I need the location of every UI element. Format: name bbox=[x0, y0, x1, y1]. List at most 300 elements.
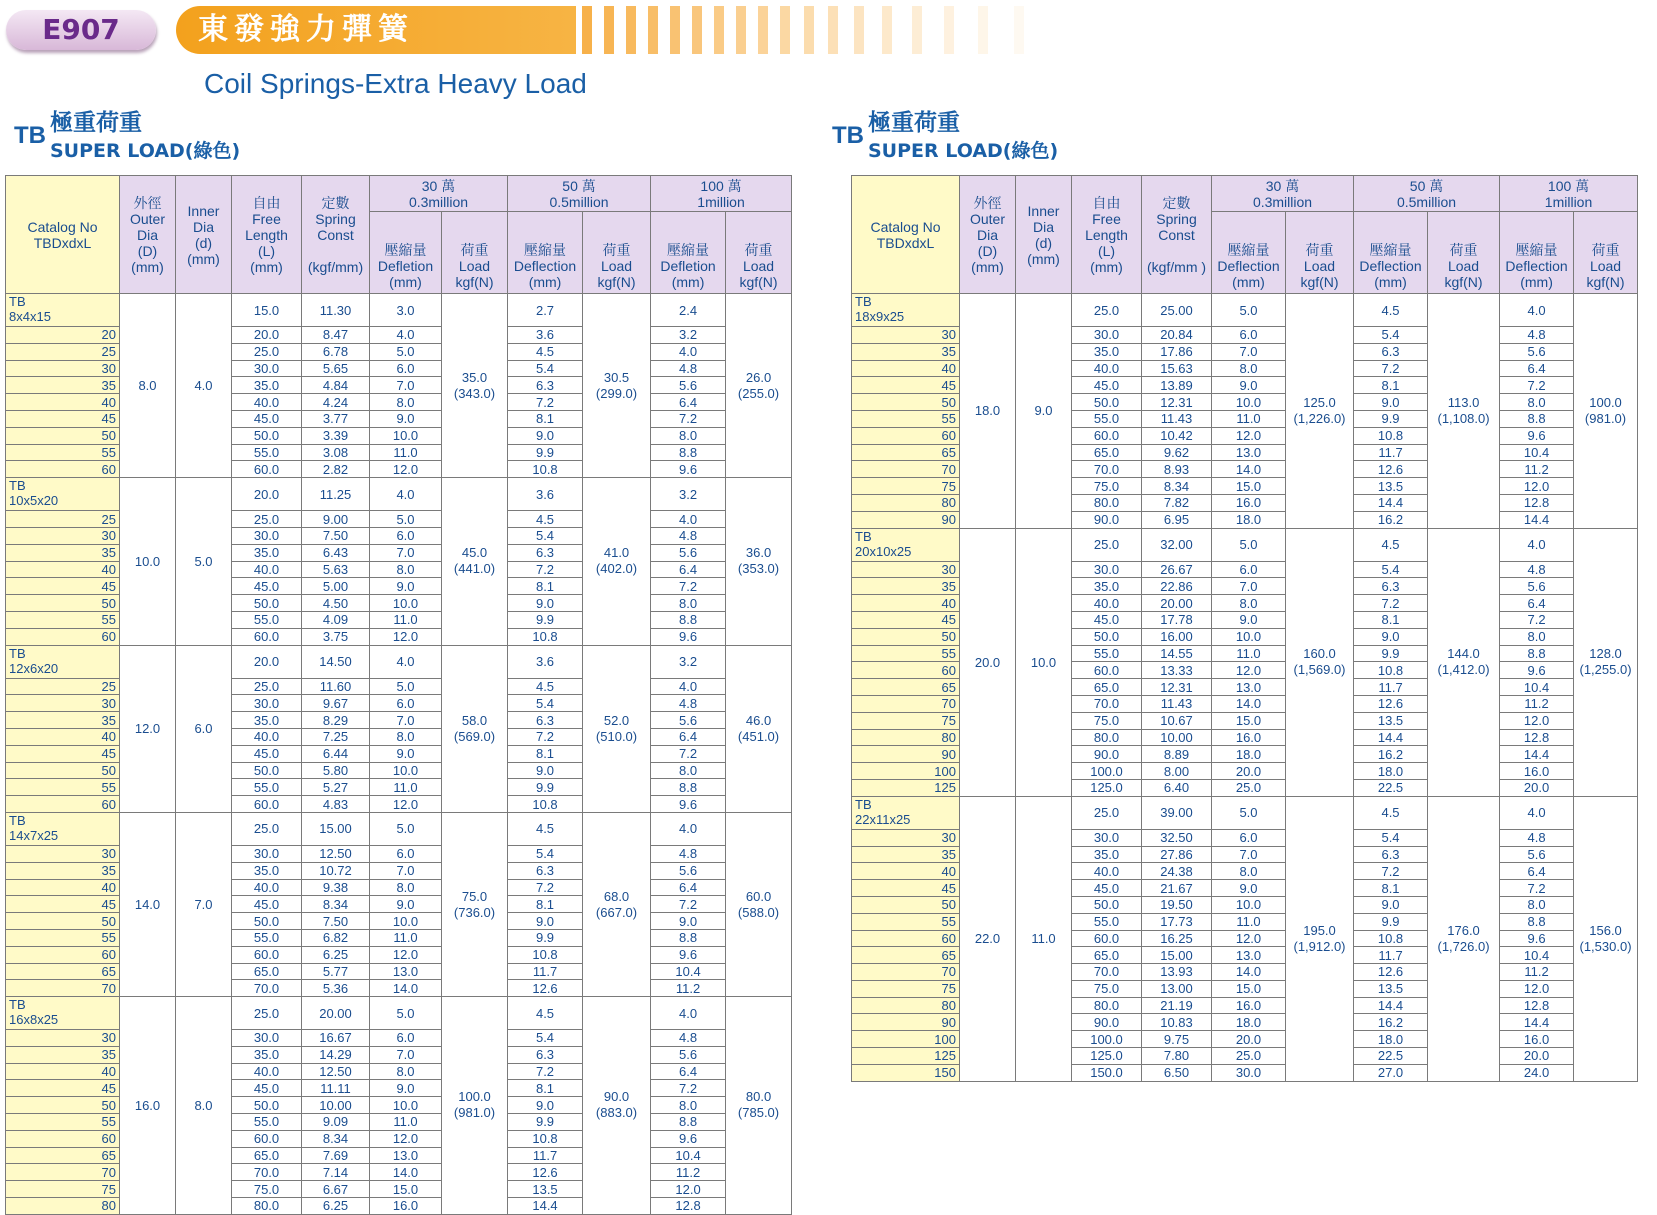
deflection-500k-cell: 14.4 bbox=[1354, 729, 1428, 746]
spring-const-cell: 12.31 bbox=[1142, 679, 1212, 696]
deflection-300k-cell: 8.0 bbox=[370, 394, 442, 411]
deflection-1m-cell: 4.0 bbox=[651, 343, 726, 360]
spring-const-cell: 17.73 bbox=[1142, 913, 1212, 930]
catalog-length-cell: 35 bbox=[852, 343, 960, 360]
spring-const-cell: 10.83 bbox=[1142, 1014, 1212, 1031]
spring-const-cell: 15.63 bbox=[1142, 360, 1212, 377]
free-length-cell: 80.0 bbox=[1072, 494, 1142, 511]
deflection-500k-cell: 12.6 bbox=[1354, 461, 1428, 478]
deflection-1m-cell: 6.4 bbox=[651, 728, 726, 745]
deflection-500k-cell: 8.1 bbox=[1354, 880, 1428, 897]
free-length-cell: 45.0 bbox=[232, 896, 302, 913]
catalog-name-cell bbox=[6, 645, 120, 678]
col-load: 荷重 Load kgf(N) bbox=[442, 212, 508, 294]
spring-const-cell: 7.25 bbox=[302, 728, 370, 745]
free-length-cell: 90.0 bbox=[1072, 511, 1142, 528]
outer-dia-cell: 10.0 bbox=[120, 478, 176, 645]
catalog-length-cell: 90 bbox=[852, 1014, 960, 1031]
deflection-1m-cell: 8.0 bbox=[1500, 394, 1574, 411]
spring-const-cell: 11.43 bbox=[1142, 410, 1212, 427]
deflection-500k-cell: 18.0 bbox=[1354, 1031, 1428, 1048]
spring-const-cell: 4.09 bbox=[302, 611, 370, 628]
deflection-500k-cell: 10.8 bbox=[508, 628, 583, 645]
deflection-500k-cell: 13.5 bbox=[508, 1181, 583, 1198]
deflection-1m-cell: 4.0 bbox=[1500, 294, 1574, 327]
free-length-cell: 45.0 bbox=[232, 578, 302, 595]
banner-stripe bbox=[736, 6, 746, 54]
spring-const-cell: 6.43 bbox=[302, 544, 370, 561]
deflection-1m-cell: 9.6 bbox=[651, 461, 726, 478]
banner-stripe bbox=[604, 6, 614, 54]
deflection-1m-cell: 5.6 bbox=[651, 712, 726, 729]
deflection-1m-cell: 12.0 bbox=[1500, 980, 1574, 997]
deflection-1m-cell: 12.8 bbox=[1500, 494, 1574, 511]
deflection-500k-cell: 22.5 bbox=[1354, 1048, 1428, 1065]
deflection-300k-cell: 10.0 bbox=[370, 427, 442, 444]
spring-const-cell: 8.34 bbox=[302, 1130, 370, 1147]
deflection-500k-cell: 3.6 bbox=[508, 327, 583, 344]
spring-const-cell: 4.83 bbox=[302, 796, 370, 813]
load-1m-cell: 26.0 (255.0) bbox=[726, 294, 792, 478]
catalog-length-cell: 50 bbox=[6, 1097, 120, 1114]
deflection-500k-cell: 9.9 bbox=[508, 779, 583, 796]
deflection-1m-cell: 9.6 bbox=[651, 796, 726, 813]
catalog-size: 16x8x25 bbox=[9, 1012, 59, 1028]
table-row bbox=[6, 478, 792, 511]
spring-const-cell: 12.31 bbox=[1142, 394, 1212, 411]
deflection-500k-cell: 10.8 bbox=[508, 946, 583, 963]
spring-const-cell: 9.62 bbox=[1142, 444, 1212, 461]
deflection-500k-cell: 14.4 bbox=[508, 1198, 583, 1215]
spring-const-cell: 8.93 bbox=[1142, 461, 1212, 478]
catalog-name-cell bbox=[6, 478, 120, 511]
free-length-cell: 90.0 bbox=[1072, 746, 1142, 763]
spring-const-cell: 7.50 bbox=[302, 913, 370, 930]
spring-const-cell: 11.30 bbox=[302, 294, 370, 327]
free-length-cell: 65.0 bbox=[232, 1147, 302, 1164]
deflection-1m-cell: 3.2 bbox=[651, 327, 726, 344]
inner-dia-cell: 9.0 bbox=[1016, 294, 1072, 529]
catalog-length-cell: 60 bbox=[6, 946, 120, 963]
deflection-500k-cell: 8.1 bbox=[508, 578, 583, 595]
deflection-1m-cell: 8.8 bbox=[1500, 913, 1574, 930]
catalog-name-cell bbox=[6, 997, 120, 1030]
free-length-cell: 25.0 bbox=[232, 997, 302, 1030]
catalog-length-cell: 40 bbox=[6, 1063, 120, 1080]
banner-stripe bbox=[804, 6, 814, 54]
load-300k-cell: 35.0 (343.0) bbox=[442, 294, 508, 478]
deflection-1m-cell: 5.6 bbox=[1500, 846, 1574, 863]
catalog-name-cell bbox=[852, 796, 960, 829]
spring-const-cell: 32.00 bbox=[1142, 528, 1212, 561]
deflection-300k-cell: 7.0 bbox=[370, 544, 442, 561]
catalog-prefix: TB bbox=[9, 478, 26, 494]
free-length-cell: 65.0 bbox=[1072, 679, 1142, 696]
spring-const-cell: 4.50 bbox=[302, 595, 370, 612]
deflection-500k-cell: 10.8 bbox=[1354, 427, 1428, 444]
col-catalog: Catalog No TBDxdxL bbox=[6, 176, 120, 294]
deflection-500k-cell: 9.9 bbox=[1354, 410, 1428, 427]
group-500k: 50 萬 0.5million bbox=[1354, 176, 1500, 212]
free-length-cell: 40.0 bbox=[232, 561, 302, 578]
spring-const-cell: 7.50 bbox=[302, 527, 370, 544]
load-1m-cell: 100.0 (981.0) bbox=[1574, 294, 1638, 529]
deflection-300k-cell: 7.0 bbox=[1212, 343, 1286, 360]
banner-stripe bbox=[758, 6, 768, 54]
catalog-prefix: TB bbox=[9, 997, 26, 1013]
deflection-300k-cell: 15.0 bbox=[370, 1181, 442, 1198]
deflection-1m-cell: 9.6 bbox=[651, 946, 726, 963]
free-length-cell: 25.0 bbox=[232, 678, 302, 695]
catalog-size: 18x9x25 bbox=[855, 309, 905, 324]
catalog-length-cell: 90 bbox=[852, 746, 960, 763]
deflection-300k-cell: 11.0 bbox=[370, 444, 442, 461]
deflection-300k-cell: 13.0 bbox=[370, 1147, 442, 1164]
free-length-cell: 30.0 bbox=[232, 695, 302, 712]
spring-const-cell: 6.44 bbox=[302, 745, 370, 762]
deflection-500k-cell: 6.3 bbox=[508, 712, 583, 729]
deflection-1m-cell: 4.8 bbox=[651, 695, 726, 712]
deflection-1m-cell: 8.8 bbox=[651, 1114, 726, 1131]
deflection-1m-cell: 6.4 bbox=[1500, 595, 1574, 612]
catalog-length-cell: 55 bbox=[852, 410, 960, 427]
spring-const-cell: 6.95 bbox=[1142, 511, 1212, 528]
catalog-length-cell: 100 bbox=[852, 763, 960, 780]
free-length-cell: 45.0 bbox=[1072, 377, 1142, 394]
spring-const-cell: 2.82 bbox=[302, 461, 370, 478]
free-length-cell: 15.0 bbox=[232, 294, 302, 327]
deflection-500k-cell: 9.0 bbox=[1354, 896, 1428, 913]
deflection-300k-cell: 7.0 bbox=[1212, 578, 1286, 595]
spring-const-cell: 4.24 bbox=[302, 394, 370, 411]
deflection-1m-cell: 7.2 bbox=[651, 410, 726, 427]
catalog-length-cell: 30 bbox=[6, 1030, 120, 1047]
deflection-500k-cell: 9.0 bbox=[508, 595, 583, 612]
catalog-length-cell: 25 bbox=[6, 511, 120, 528]
col-deflection: 壓縮量 Deflection (mm) bbox=[1500, 212, 1574, 294]
deflection-300k-cell: 9.0 bbox=[370, 745, 442, 762]
deflection-500k-cell: 6.3 bbox=[508, 544, 583, 561]
load-500k-cell: 113.0 (1,108.0) bbox=[1428, 294, 1500, 529]
deflection-1m-cell: 12.0 bbox=[1500, 478, 1574, 495]
deflection-300k-cell: 15.0 bbox=[1212, 478, 1286, 495]
banner-stripe bbox=[692, 6, 702, 54]
deflection-300k-cell: 8.0 bbox=[1212, 360, 1286, 377]
spring-const-cell: 15.00 bbox=[1142, 947, 1212, 964]
deflection-300k-cell: 18.0 bbox=[1212, 1014, 1286, 1031]
section-title-zh: 極重荷重 bbox=[868, 110, 960, 136]
deflection-300k-cell: 9.0 bbox=[370, 578, 442, 595]
deflection-300k-cell: 20.0 bbox=[1212, 1031, 1286, 1048]
banner-stripe bbox=[582, 6, 592, 54]
free-length-cell: 25.0 bbox=[1072, 294, 1142, 327]
catalog-size: 8x4x15 bbox=[9, 309, 51, 324]
catalog-length-cell: 70 bbox=[6, 980, 120, 997]
deflection-1m-cell: 8.0 bbox=[651, 762, 726, 779]
deflection-300k-cell: 9.0 bbox=[370, 1080, 442, 1097]
deflection-300k-cell: 12.0 bbox=[370, 628, 442, 645]
free-length-cell: 60.0 bbox=[232, 946, 302, 963]
spring-const-cell: 7.69 bbox=[302, 1147, 370, 1164]
deflection-300k-cell: 14.0 bbox=[1212, 964, 1286, 981]
free-length-cell: 55.0 bbox=[1072, 410, 1142, 427]
deflection-1m-cell: 12.0 bbox=[651, 1181, 726, 1198]
spring-const-cell: 12.50 bbox=[302, 1063, 370, 1080]
free-length-cell: 75.0 bbox=[1072, 478, 1142, 495]
deflection-500k-cell: 7.2 bbox=[1354, 360, 1428, 377]
deflection-300k-cell: 4.0 bbox=[370, 645, 442, 678]
catalog-length-cell: 45 bbox=[6, 896, 120, 913]
inner-dia-cell: 5.0 bbox=[176, 478, 232, 645]
deflection-500k-cell: 10.8 bbox=[1354, 930, 1428, 947]
free-length-cell: 30.0 bbox=[1072, 829, 1142, 846]
free-length-cell: 60.0 bbox=[1072, 662, 1142, 679]
deflection-300k-cell: 7.0 bbox=[370, 712, 442, 729]
spring-const-cell: 5.80 bbox=[302, 762, 370, 779]
spring-const-cell: 6.40 bbox=[1142, 779, 1212, 796]
load-500k-cell: 90.0 (883.0) bbox=[583, 997, 651, 1215]
spring-const-cell: 8.34 bbox=[1142, 478, 1212, 495]
catalog-length-cell: 30 bbox=[852, 327, 960, 344]
spring-const-cell: 11.43 bbox=[1142, 695, 1212, 712]
deflection-300k-cell: 8.0 bbox=[370, 879, 442, 896]
spring-const-cell: 7.14 bbox=[302, 1164, 370, 1181]
inner-dia-cell: 11.0 bbox=[1016, 796, 1072, 1081]
catalog-length-cell: 125 bbox=[852, 779, 960, 796]
catalog-length-cell: 50 bbox=[852, 394, 960, 411]
catalog-size: 14x7x25 bbox=[9, 827, 59, 843]
deflection-300k-cell: 6.0 bbox=[370, 845, 442, 862]
deflection-300k-cell: 10.0 bbox=[370, 595, 442, 612]
spring-const-cell: 16.25 bbox=[1142, 930, 1212, 947]
load-300k-cell: 195.0 (1,912.0) bbox=[1286, 796, 1354, 1081]
free-length-cell: 100.0 bbox=[1072, 763, 1142, 780]
free-length-cell: 60.0 bbox=[1072, 427, 1142, 444]
deflection-300k-cell: 5.0 bbox=[1212, 796, 1286, 829]
free-length-cell: 80.0 bbox=[1072, 729, 1142, 746]
catalog-length-cell: 125 bbox=[852, 1048, 960, 1065]
spring-const-cell: 8.00 bbox=[1142, 763, 1212, 780]
catalog-length-cell: 60 bbox=[6, 628, 120, 645]
free-length-cell: 75.0 bbox=[1072, 712, 1142, 729]
inner-dia-cell: 6.0 bbox=[176, 645, 232, 812]
catalog-length-cell: 75 bbox=[852, 712, 960, 729]
deflection-1m-cell: 16.0 bbox=[1500, 763, 1574, 780]
catalog-length-cell: 150 bbox=[852, 1064, 960, 1081]
deflection-500k-cell: 13.5 bbox=[1354, 712, 1428, 729]
deflection-1m-cell: 6.4 bbox=[1500, 360, 1574, 377]
deflection-300k-cell: 25.0 bbox=[1212, 1048, 1286, 1065]
deflection-1m-cell: 11.2 bbox=[1500, 461, 1574, 478]
catalog-length-cell: 55 bbox=[6, 444, 120, 461]
deflection-300k-cell: 5.0 bbox=[370, 511, 442, 528]
catalog-length-cell: 65 bbox=[6, 1147, 120, 1164]
spring-const-cell: 6.67 bbox=[302, 1181, 370, 1198]
free-length-cell: 70.0 bbox=[1072, 964, 1142, 981]
catalog-length-cell: 30 bbox=[6, 845, 120, 862]
deflection-1m-cell: 11.2 bbox=[1500, 695, 1574, 712]
free-length-cell: 40.0 bbox=[232, 879, 302, 896]
deflection-500k-cell: 8.1 bbox=[508, 410, 583, 427]
free-length-cell: 70.0 bbox=[1072, 461, 1142, 478]
free-length-cell: 30.0 bbox=[1072, 561, 1142, 578]
deflection-1m-cell: 8.0 bbox=[651, 1097, 726, 1114]
spring-const-cell: 12.50 bbox=[302, 845, 370, 862]
deflection-1m-cell: 4.0 bbox=[1500, 796, 1574, 829]
catalog-length-cell: 40 bbox=[6, 879, 120, 896]
deflection-500k-cell: 9.0 bbox=[508, 762, 583, 779]
load-500k-cell: 41.0 (402.0) bbox=[583, 478, 651, 645]
catalog-size: 20x10x25 bbox=[855, 543, 912, 559]
free-length-cell: 20.0 bbox=[232, 327, 302, 344]
table-row bbox=[6, 645, 792, 678]
free-length-cell: 35.0 bbox=[1072, 343, 1142, 360]
catalog-length-cell: 40 bbox=[852, 595, 960, 612]
col-inner-dia: Inner Dia (d) (mm) bbox=[1016, 176, 1072, 294]
catalog-length-cell: 55 bbox=[6, 779, 120, 796]
spring-const-cell: 5.63 bbox=[302, 561, 370, 578]
free-length-cell: 55.0 bbox=[232, 929, 302, 946]
group-1m: 100 萬 1million bbox=[1500, 176, 1638, 212]
spring-const-cell: 15.00 bbox=[302, 812, 370, 845]
deflection-1m-cell: 7.2 bbox=[651, 745, 726, 762]
deflection-300k-cell: 9.0 bbox=[370, 410, 442, 427]
col-deflection: 壓縮量 Defletion (mm) bbox=[370, 212, 442, 294]
deflection-1m-cell: 11.2 bbox=[651, 980, 726, 997]
deflection-500k-cell: 8.1 bbox=[1354, 377, 1428, 394]
catalog-length-cell: 35 bbox=[6, 712, 120, 729]
deflection-500k-cell: 9.0 bbox=[508, 1097, 583, 1114]
catalog-length-cell: 80 bbox=[852, 997, 960, 1014]
deflection-500k-cell: 5.4 bbox=[1354, 829, 1428, 846]
spring-const-cell: 5.77 bbox=[302, 963, 370, 980]
deflection-1m-cell: 8.8 bbox=[651, 444, 726, 461]
spring-const-cell: 9.67 bbox=[302, 695, 370, 712]
free-length-cell: 30.0 bbox=[232, 845, 302, 862]
catalog-length-cell: 55 bbox=[852, 913, 960, 930]
spring-const-cell: 13.89 bbox=[1142, 377, 1212, 394]
deflection-300k-cell: 6.0 bbox=[1212, 327, 1286, 344]
catalog-prefix: TB bbox=[9, 645, 26, 661]
catalog-length-cell: 65 bbox=[852, 444, 960, 461]
group-300k: 30 萬 0.3million bbox=[370, 176, 508, 212]
catalog-length-cell: 20 bbox=[6, 327, 120, 344]
banner-stripe bbox=[670, 6, 680, 54]
deflection-500k-cell: 4.5 bbox=[508, 812, 583, 845]
deflection-1m-cell: 10.4 bbox=[651, 1147, 726, 1164]
deflection-300k-cell: 11.0 bbox=[1212, 913, 1286, 930]
free-length-cell: 40.0 bbox=[1072, 360, 1142, 377]
deflection-300k-cell: 8.0 bbox=[370, 561, 442, 578]
spring-const-cell: 21.19 bbox=[1142, 997, 1212, 1014]
deflection-300k-cell: 5.0 bbox=[370, 678, 442, 695]
deflection-1m-cell: 16.0 bbox=[1500, 1031, 1574, 1048]
table-row bbox=[6, 997, 792, 1030]
deflection-500k-cell: 14.4 bbox=[1354, 494, 1428, 511]
free-length-cell: 35.0 bbox=[232, 862, 302, 879]
catalog-length-cell: 60 bbox=[852, 930, 960, 947]
free-length-cell: 30.0 bbox=[232, 527, 302, 544]
banner-stripe bbox=[912, 6, 922, 54]
deflection-500k-cell: 5.4 bbox=[508, 845, 583, 862]
banner-stripe bbox=[854, 6, 864, 54]
deflection-500k-cell: 8.1 bbox=[508, 1080, 583, 1097]
spring-const-cell: 25.00 bbox=[1142, 294, 1212, 327]
deflection-1m-cell: 8.8 bbox=[1500, 410, 1574, 427]
spring-const-cell: 8.29 bbox=[302, 712, 370, 729]
free-length-cell: 60.0 bbox=[232, 1130, 302, 1147]
banner-stripe bbox=[882, 6, 892, 54]
deflection-300k-cell: 15.0 bbox=[1212, 980, 1286, 997]
catalog-name-cell bbox=[6, 294, 120, 327]
deflection-300k-cell: 5.0 bbox=[1212, 528, 1286, 561]
deflection-1m-cell: 8.8 bbox=[651, 779, 726, 796]
deflection-300k-cell: 10.0 bbox=[1212, 394, 1286, 411]
section-title-en: SUPER LOAD(綠色) bbox=[50, 140, 241, 162]
deflection-1m-cell: 3.2 bbox=[651, 478, 726, 511]
col-catalog: Catalog No TBDxdxL bbox=[852, 176, 960, 294]
spring-const-cell: 9.09 bbox=[302, 1114, 370, 1131]
banner-stripe bbox=[626, 6, 636, 54]
deflection-1m-cell: 10.4 bbox=[1500, 679, 1574, 696]
spring-const-cell: 6.78 bbox=[302, 343, 370, 360]
deflection-1m-cell: 3.2 bbox=[651, 645, 726, 678]
deflection-1m-cell: 7.2 bbox=[1500, 611, 1574, 628]
deflection-500k-cell: 11.7 bbox=[508, 963, 583, 980]
deflection-1m-cell: 14.4 bbox=[1500, 746, 1574, 763]
deflection-300k-cell: 6.0 bbox=[1212, 561, 1286, 578]
free-length-cell: 50.0 bbox=[1072, 628, 1142, 645]
deflection-300k-cell: 6.0 bbox=[370, 527, 442, 544]
catalog-length-cell: 70 bbox=[852, 461, 960, 478]
free-length-cell: 40.0 bbox=[1072, 595, 1142, 612]
col-outer-dia: 外徑 Outer Dia (D) (mm) bbox=[120, 176, 176, 294]
deflection-1m-cell: 20.0 bbox=[1500, 779, 1574, 796]
catalog-length-cell: 35 bbox=[6, 862, 120, 879]
deflection-1m-cell: 4.8 bbox=[651, 1030, 726, 1047]
deflection-1m-cell: 10.4 bbox=[1500, 444, 1574, 461]
free-length-cell: 50.0 bbox=[232, 595, 302, 612]
deflection-300k-cell: 16.0 bbox=[1212, 494, 1286, 511]
free-length-cell: 60.0 bbox=[232, 796, 302, 813]
spring-const-cell: 6.82 bbox=[302, 929, 370, 946]
deflection-300k-cell: 10.0 bbox=[1212, 896, 1286, 913]
spring-const-cell: 17.86 bbox=[1142, 343, 1212, 360]
catalog-length-cell: 40 bbox=[852, 863, 960, 880]
free-length-cell: 45.0 bbox=[1072, 611, 1142, 628]
free-length-cell: 70.0 bbox=[232, 980, 302, 997]
catalog-length-cell: 35 bbox=[6, 544, 120, 561]
spring-const-cell: 5.00 bbox=[302, 578, 370, 595]
load-1m-cell: 36.0 (353.0) bbox=[726, 478, 792, 645]
catalog-length-cell: 65 bbox=[852, 947, 960, 964]
free-length-cell: 45.0 bbox=[232, 745, 302, 762]
free-length-cell: 20.0 bbox=[232, 478, 302, 511]
catalog-prefix: TB bbox=[9, 294, 26, 309]
free-length-cell: 30.0 bbox=[1072, 327, 1142, 344]
page-subtitle: Coil Springs-Extra Heavy Load bbox=[204, 68, 587, 99]
deflection-500k-cell: 9.0 bbox=[1354, 394, 1428, 411]
deflection-500k-cell: 11.7 bbox=[508, 1147, 583, 1164]
catalog-length-cell: 60 bbox=[6, 1130, 120, 1147]
free-length-cell: 35.0 bbox=[1072, 846, 1142, 863]
spring-const-cell: 24.38 bbox=[1142, 863, 1212, 880]
deflection-1m-cell: 9.6 bbox=[651, 1130, 726, 1147]
catalog-length-cell: 60 bbox=[852, 427, 960, 444]
catalog-length-cell: 25 bbox=[6, 678, 120, 695]
group-300k: 30 萬 0.3million bbox=[1212, 176, 1354, 212]
deflection-300k-cell: 12.0 bbox=[1212, 930, 1286, 947]
